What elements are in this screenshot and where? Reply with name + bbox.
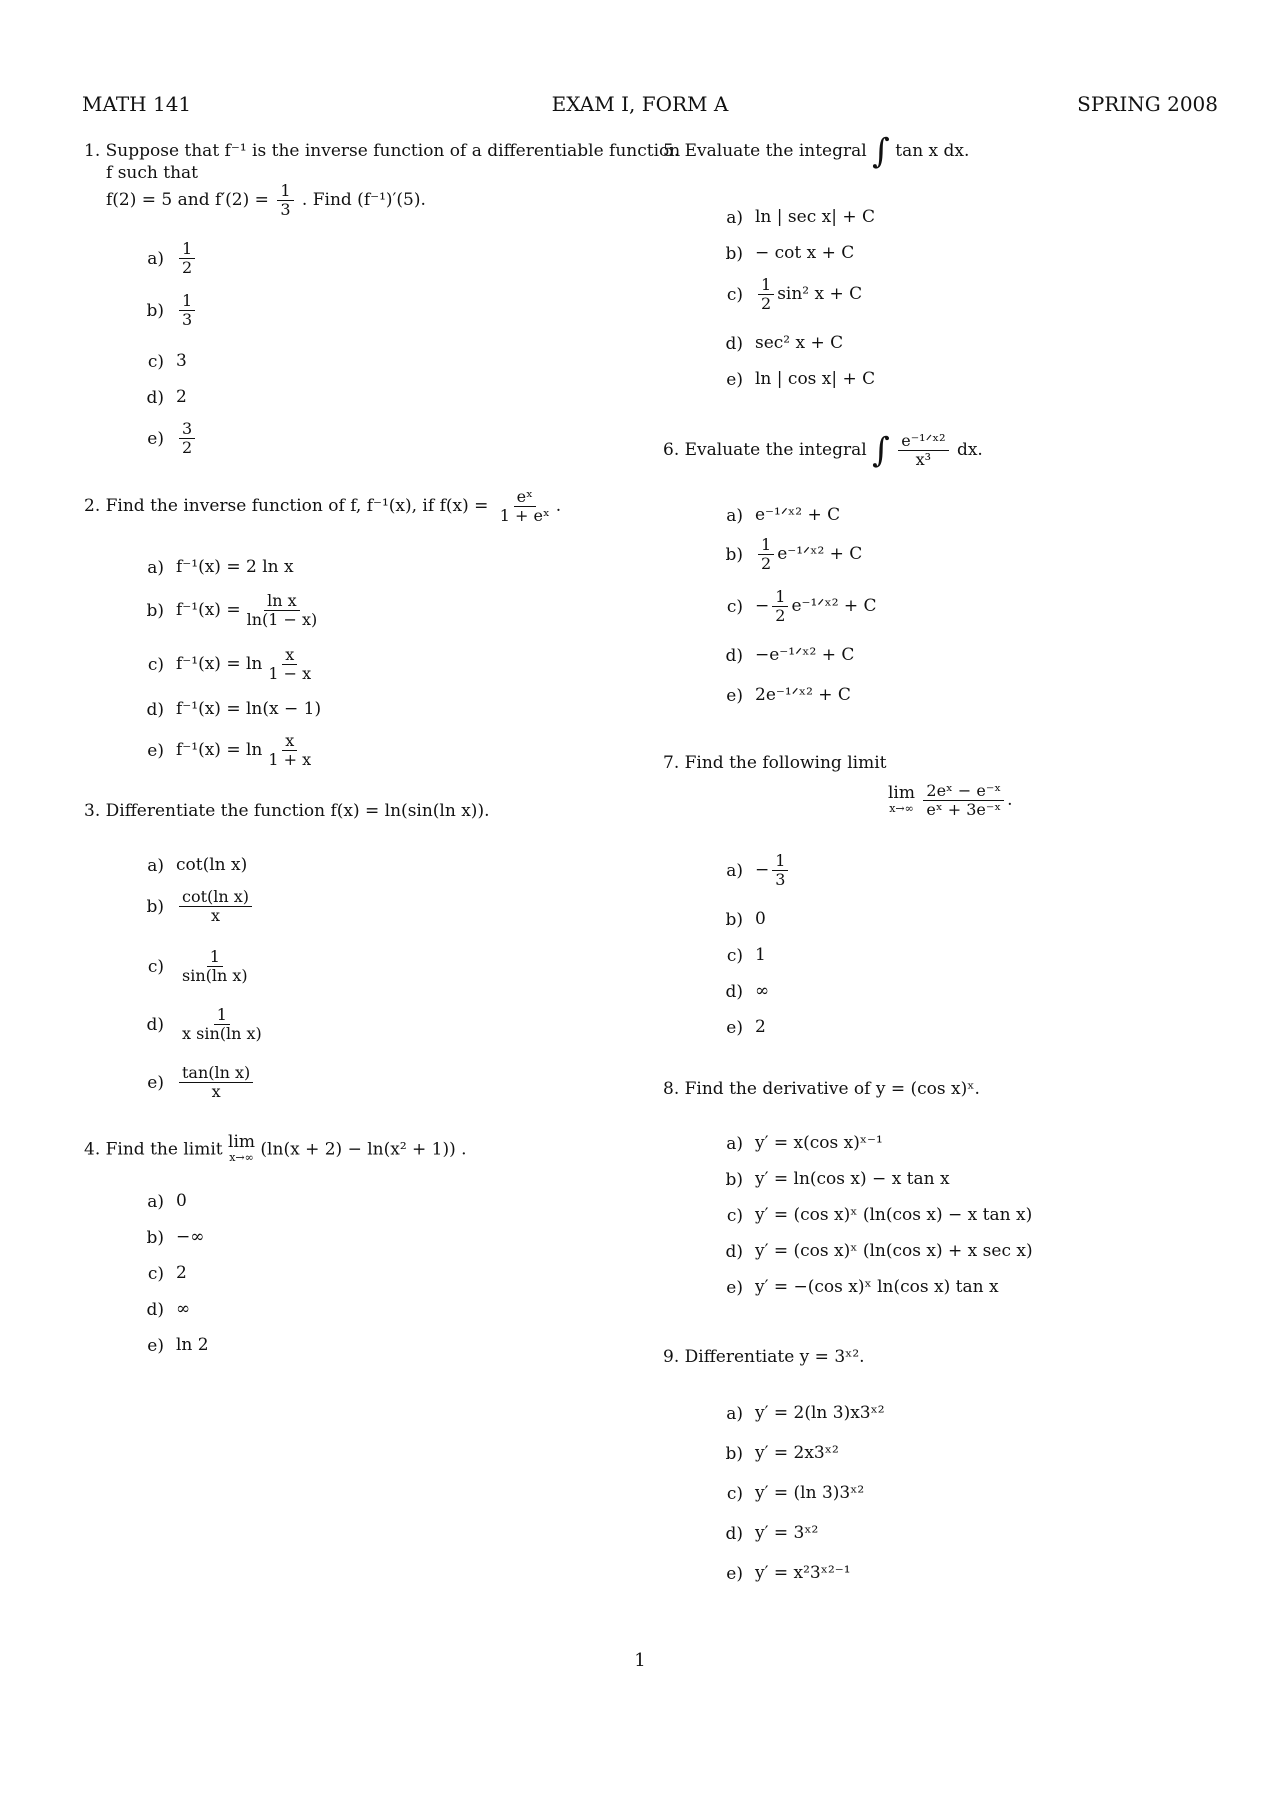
q7-option-e: e) 2 <box>726 1017 766 1038</box>
q8-option-b: b) y′ = ln(cos x) − x tan x <box>725 1169 950 1190</box>
q5-option-e: e) ln | cos x| + C <box>726 369 876 390</box>
q3-option-d: d) $\frac{1}{\text{x sin(ln x)}}$ <box>146 1005 262 1043</box>
q4-option-d: d) ∞ <box>146 1299 191 1320</box>
q7-option-a: a) − $\frac{1}{3}$ <box>713 852 791 889</box>
q2-option-c: c) f⁻¹(x) = ln $\frac{x}{1 - x}$ <box>147 645 312 683</box>
q3-option-b: b) $\frac{\text{cot(ln x)}}{x}$ <box>134 888 255 925</box>
q8-option-d: d) y′ = (cos x)ˣ (ln(cos x) + x sec x) <box>725 1241 1033 1262</box>
exam-title: EXAM I, FORM A <box>551 92 729 116</box>
semester: SPRING 2008 <box>1077 92 1218 116</box>
q5-option-b: b) − cot x + C <box>725 243 855 264</box>
q4-option-b: b) −∞ <box>146 1227 205 1248</box>
course-name: MATH 141 <box>82 92 192 116</box>
q9-option-a: a) y′ = 2(ln 3)x3ˣ² <box>726 1403 885 1424</box>
q9-option-e: e) y′ = x²3ˣ²⁻¹ <box>726 1563 851 1584</box>
q2-option-b: b) f⁻¹(x) = $\frac{\text{ln x}}{\ln(1 - x)}$ <box>146 591 318 629</box>
q6-option-b: b) $\frac{1}{2}$ e⁻¹ᐟˣ² + C <box>725 535 863 573</box>
q1-option-d: d) 2 <box>146 387 187 408</box>
q8-option-e: e) y′ = −(cos x)ˣ ln(cos x) tan x <box>726 1277 999 1298</box>
q6-option-d: d) −e⁻¹ᐟˣ² + C <box>725 645 855 666</box>
q7-option-b: b) 0 <box>725 909 766 930</box>
q4-option-e: e) ln 2 <box>147 1335 209 1356</box>
q4-option-c: c) 2 <box>147 1263 187 1284</box>
q7-option-c: c) 1 <box>726 945 766 966</box>
q1-option-a: a) $\frac{1}{2}$ <box>134 240 198 277</box>
q2-option-e: e) f⁻¹(x) = ln $\frac{x}{1 + x}$ <box>147 731 312 769</box>
integral-sign: ∫ <box>872 131 890 172</box>
q1-option-b: b) $\frac{1}{3}$ <box>134 292 198 329</box>
page-number: 1 <box>634 1650 646 1671</box>
q7-option-d: d) ∞ <box>725 981 770 1002</box>
q7-limit-expression: lim x→∞ $\frac{\text{2eˣ − e⁻ˣ}}{\text{eˣ + 3e⁻ˣ}}$ . <box>888 781 1013 819</box>
q9-option-d: d) y′ = 3ˣ² <box>725 1523 819 1544</box>
q9-option-c: c) y′ = (ln 3)3ˣ² <box>726 1483 865 1504</box>
q2-option-a: a) f⁻¹(x) = 2 ln x <box>147 557 294 578</box>
q6-option-a: a) e⁻¹ᐟˣ² + C <box>726 505 841 526</box>
q1-option-e: e) $\frac{3}{2}$ <box>134 420 198 457</box>
q1-option-c: c) 3 <box>147 351 187 372</box>
q3-option-e: e) $\frac{\text{tan(ln x)}}{x}$ <box>134 1064 256 1101</box>
q6-option-c: c) − $\frac{1}{2}$ e⁻¹ᐟˣ² + C <box>726 587 877 625</box>
q3-option-a: a) cot(ln x) <box>147 855 248 876</box>
q9-option-b: b) y′ = 2x3ˣ² <box>725 1443 839 1464</box>
q6-option-e: e) 2e⁻¹ᐟˣ² + C <box>726 685 851 706</box>
q5-option-c: c) $\frac{1}{2}$ sin² x + C <box>726 275 863 313</box>
q8-option-c: c) y′ = (cos x)ˣ (ln(cos x) − x tan x) <box>726 1205 1033 1226</box>
q5-option-d: d) sec² x + C <box>725 333 844 354</box>
integral-sign: ∫ <box>872 430 890 471</box>
q8-option-a: a) y′ = x(cos x)ˣ⁻¹ <box>726 1133 883 1154</box>
q5-option-a: a) ln | sec x| + C <box>726 207 876 228</box>
q2-option-d: d) f⁻¹(x) = ln(x − 1) <box>146 699 322 720</box>
q4-option-a: a) 0 <box>147 1191 187 1212</box>
q3-option-c: c) $\frac{1}{\text{sin(ln x)}}$ <box>147 947 248 985</box>
